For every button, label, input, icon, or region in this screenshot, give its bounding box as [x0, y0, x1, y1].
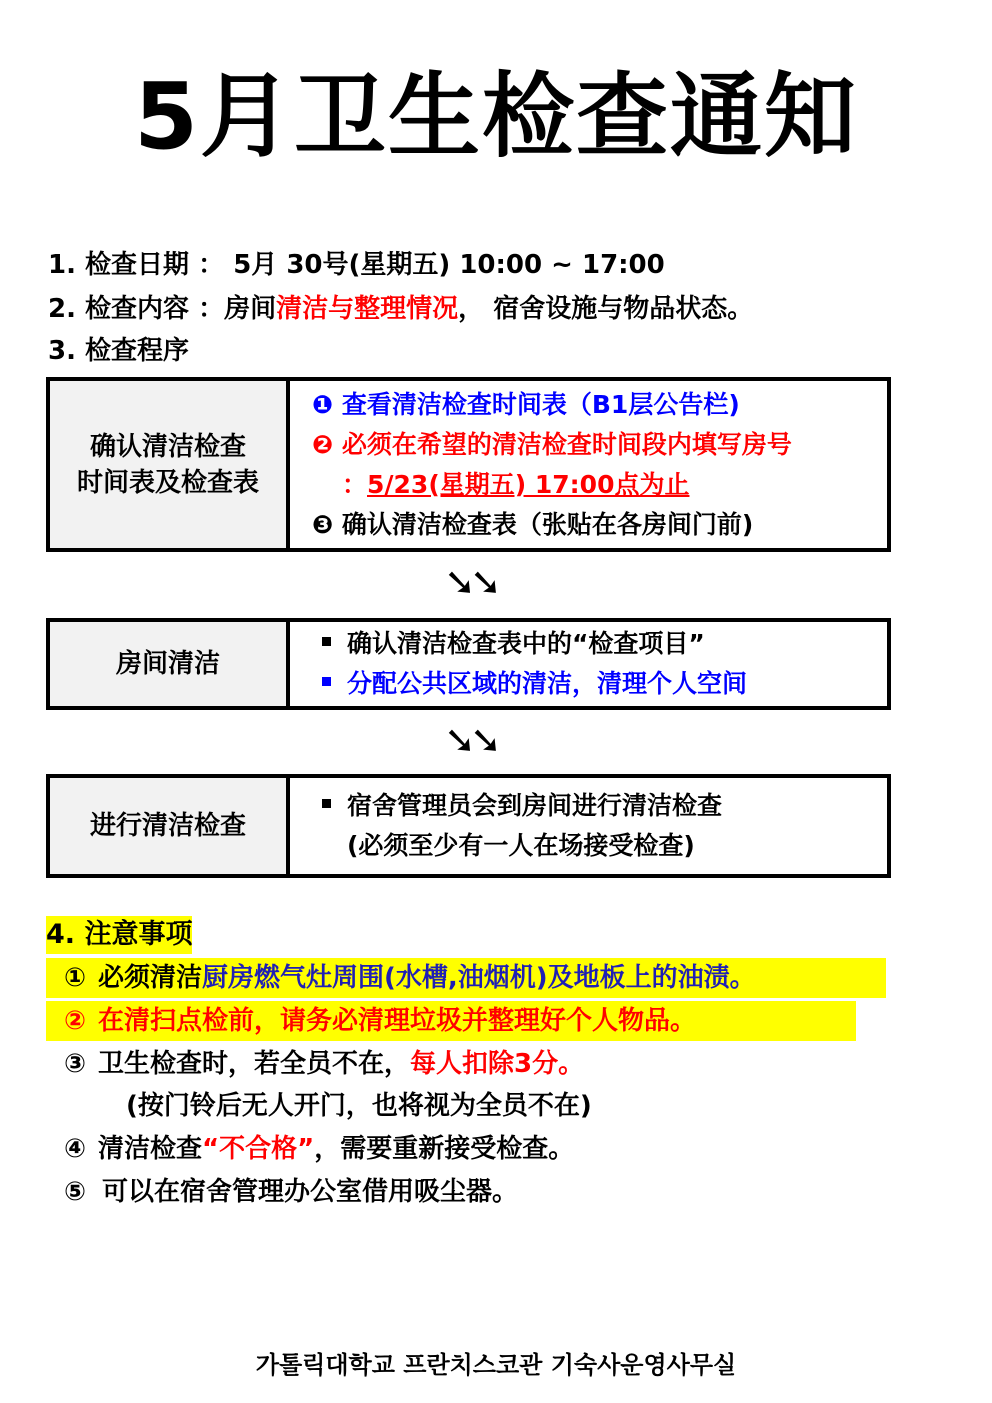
note-text: 每人扣除3分。 — [410, 1049, 585, 1079]
note-text: 必须清洁 — [98, 963, 203, 993]
inspection-date-line — [48, 248, 665, 282]
item-label: 检查程序 — [85, 336, 190, 366]
inspection-content-line — [48, 292, 753, 326]
step-line: ❷ 必须在希望的清洁检查时间段内填写房号 — [312, 429, 792, 459]
content-prefix: 房间 — [224, 294, 277, 324]
note-4 — [64, 1129, 574, 1169]
note-number: ④ — [64, 1134, 87, 1164]
note-text: “不合格” — [202, 1134, 315, 1164]
step-label: 进行清洁检查 — [50, 778, 290, 874]
step-label: 房间清洁 — [50, 622, 290, 706]
step-body — [290, 381, 887, 548]
procedure-step-2 — [46, 618, 891, 710]
deadline: 5/23(星期五) 17:00点为止 — [367, 469, 690, 499]
item-number: 2. — [48, 294, 76, 324]
item-label: 检查日期 — [85, 250, 190, 280]
note-number: ③ — [64, 1049, 87, 1079]
down-arrows-icon: ➘➘ — [444, 718, 496, 762]
note-1 — [46, 958, 886, 998]
bullet-icon — [322, 677, 331, 686]
notes-title: 4. 注意事项 — [46, 916, 192, 954]
bullet-icon — [322, 637, 331, 646]
separator: ： — [198, 294, 225, 324]
inspection-procedure-line — [48, 334, 189, 368]
step-line — [322, 624, 887, 664]
inspection-date-value: 5月 30号(星期五) 10:00 ~ 17:00 — [233, 250, 665, 280]
note-5 — [64, 1172, 518, 1212]
content-highlight: 清洁与整理情况 — [276, 294, 459, 324]
step-body — [290, 778, 887, 874]
step-label-line: 时间表及检查表 — [76, 467, 259, 498]
step-line — [322, 664, 887, 704]
step-line: ❸ 确认清洁检查表（张贴在各房间门前) — [312, 509, 754, 539]
down-arrows-icon: ➘➘ — [444, 560, 496, 604]
item-label: 检查内容 — [85, 294, 190, 324]
note-text: ，需要重新接受检查。 — [314, 1134, 575, 1164]
note-number: ② — [64, 1006, 87, 1036]
procedure-step-3 — [46, 774, 891, 878]
footer-office-name: 가톨릭대학교 프란치스코관 기숙사운영사무실 — [255, 1351, 737, 1379]
note-text: 厨房燃气灶周围(水槽,油烟机)及地板上的油渍。 — [202, 963, 756, 993]
step-text: 宿舍管理员会到房间进行清洁检查 — [347, 791, 723, 820]
item-number: 3. — [48, 336, 76, 366]
content-suffix: ， 宿舍设施与物品状态。 — [458, 294, 754, 324]
note-number: ① — [64, 963, 87, 993]
note-3-detail: (按门铃后无人开门，也将视为全员不在) — [126, 1091, 592, 1121]
note-text: 在清扫点检前，请务必清理垃圾并整理好个人物品。 — [98, 1006, 697, 1036]
step-text: 分配公共区域的清洁，清理个人空间 — [347, 669, 748, 698]
note-text: 清洁检查 — [98, 1134, 203, 1164]
note-3 — [64, 1044, 584, 1084]
note-number: ⑤ — [64, 1177, 87, 1207]
step-body — [290, 622, 887, 706]
note-text: 卫生检查时，若全员不在， — [98, 1049, 411, 1079]
procedure-step-1 — [46, 377, 891, 552]
step-line: ❶ 查看清洁检查时间表（B1层公告栏) — [312, 389, 740, 419]
bullet-icon — [322, 799, 331, 808]
step-line: (必须至少有一人在场接受检查) — [347, 831, 695, 860]
step-label — [50, 381, 290, 548]
step-line — [322, 786, 887, 826]
step-text: 确认清洁检查表中的“检查项目” — [347, 629, 705, 658]
note-2 — [46, 1001, 856, 1041]
note-text: 可以在宿舍管理办公室借用吸尘器。 — [102, 1177, 519, 1207]
step-line — [312, 465, 887, 505]
item-number: 1. — [48, 250, 76, 280]
step-label-line: 确认清洁检查 — [89, 431, 246, 462]
separator: ： — [198, 250, 225, 280]
separator: ： — [342, 469, 368, 499]
page-title: 5月卫生检查通知 — [133, 63, 858, 170]
